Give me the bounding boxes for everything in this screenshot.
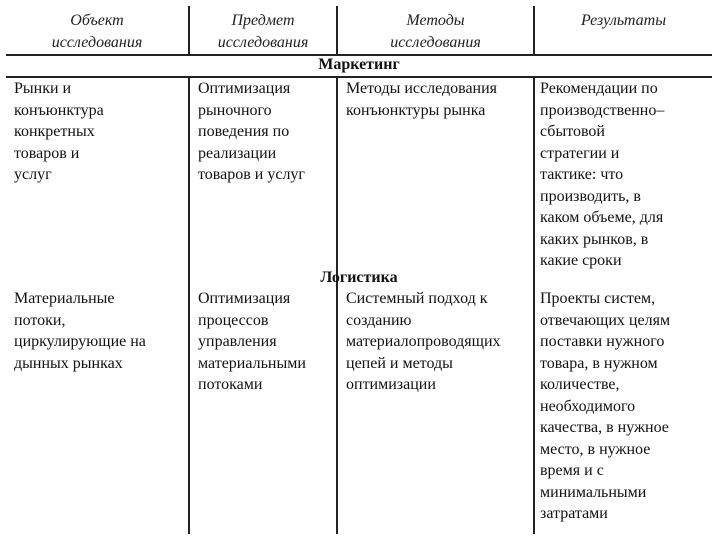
marketing-object-cell: Рынки и конъюнктура конкретных товаров и услуг [14,80,104,183]
logistics-results-cell: Проекты систем, отвечающих целям поставки нужного товара, в нужном количестве, необходимого качества, в нужное место, в нужное время и с минимальными затратами [540,290,671,522]
column-divider-1-body [188,78,190,534]
header-results: Результаты [580,12,667,29]
column-divider-3-body [533,78,535,534]
column-divider-2-body [336,78,338,534]
marketing-subject-cell: Оптимизация рыночного поведения по реализации товаров и услуг [198,80,305,183]
marketing-results-cell: Рекомендации по производственно– сбытовой стратегии и тактике: что производить, в каком объеме, для каких рынков, в какие сроки [540,80,665,269]
logistics-object-cell: Материальные потоки, циркулирующие на дынных рынках [14,290,146,372]
marketing-methods-cell: Методы исследования конъюнктуры рынка [346,80,498,119]
section-title-logistics: Логистика [320,269,398,286]
logistics-subject-cell: Оптимизация процессов управления материальными потоками [198,290,306,393]
header-object: Объект исследования [51,12,143,51]
header-subject: Предмет исследования [217,12,309,51]
header-methods: Методы исследования [390,12,481,51]
comparison-table [6,6,712,534]
section-title-marketing: Маркетинг [318,56,400,73]
logistics-methods-cell: Системный подход к созданию материалопроводящих цепей и методы оптимизации [346,290,501,393]
